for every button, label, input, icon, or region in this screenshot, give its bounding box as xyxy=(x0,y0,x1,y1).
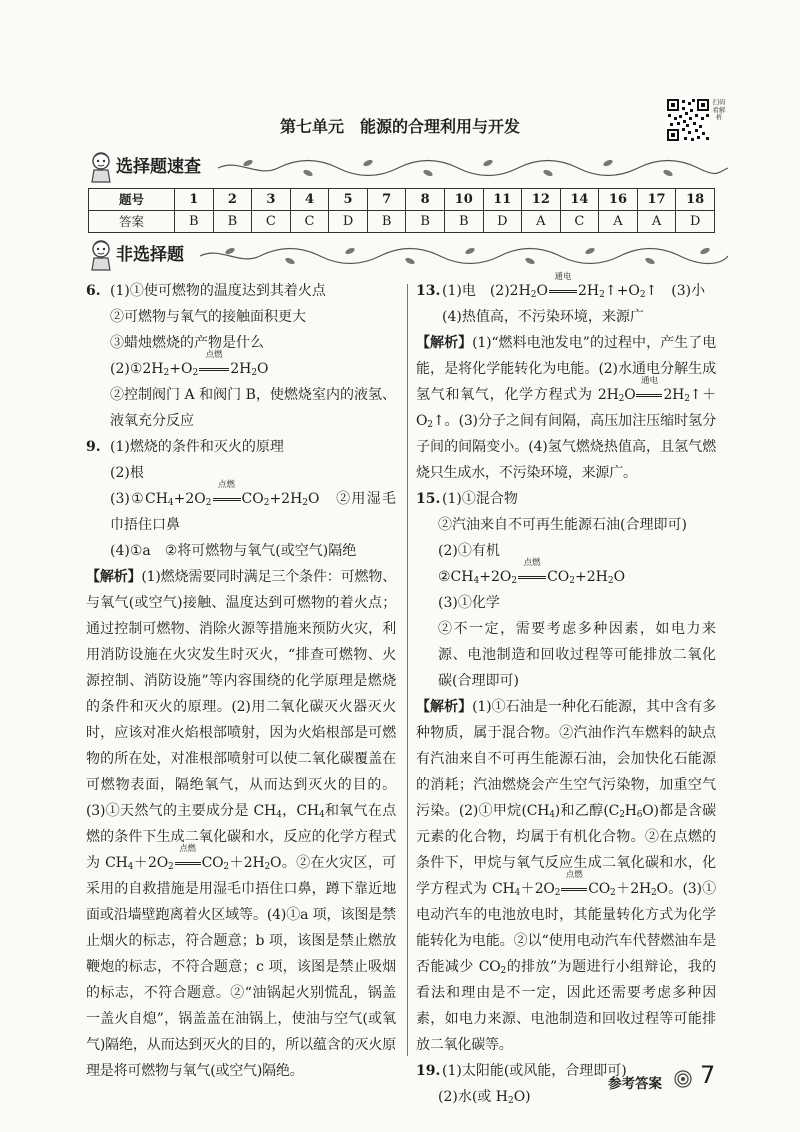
subscript: 2 xyxy=(507,1096,514,1106)
question-13 xyxy=(416,272,716,486)
answer-line: (1)太阳能(或风能，合理即可) xyxy=(442,1063,627,1079)
analysis-paragraph xyxy=(416,330,716,486)
table-cell: 14 xyxy=(560,189,599,211)
equation-text: 2H xyxy=(230,361,252,377)
page-number: 7 xyxy=(700,1061,716,1089)
subscript: 2 xyxy=(500,966,507,976)
subscript: 4 xyxy=(514,888,521,898)
equation-text: +2H xyxy=(269,491,303,507)
answer-line: ③蜡烛燃烧的产物是什么 xyxy=(110,335,264,351)
question-19 xyxy=(416,1058,716,1110)
subscript: 4 xyxy=(276,810,282,820)
question-9 xyxy=(86,434,396,1084)
choice-section-title: 选择题速查 xyxy=(116,157,201,177)
subscript: 2 xyxy=(163,368,170,378)
analysis-text: CO xyxy=(588,881,611,897)
reaction-condition xyxy=(517,558,547,590)
analysis-label: 【解析】 xyxy=(86,569,142,585)
analysis-text: O。(3)①电动汽车的电池放电时，其能量转化方式为化学能转化为电能。②以“使用电动汽车代替燃油车是否能减少 CO xyxy=(416,881,716,975)
equation-text: CO xyxy=(547,569,570,585)
answer-text: (2)水(或 H xyxy=(438,1089,508,1105)
table-cell: D xyxy=(483,211,522,233)
table-cell: C xyxy=(560,211,599,233)
answer-line: (4)①a ②将可燃物与氧气(或空气)隔绝 xyxy=(110,543,357,559)
condition-label: 点燃 xyxy=(217,480,235,490)
condition-label: 点燃 xyxy=(523,558,541,568)
condition-label: 通电 xyxy=(554,272,572,282)
table-cell: B xyxy=(406,211,445,233)
subscript: 2 xyxy=(192,368,199,378)
equation-line xyxy=(420,272,716,304)
row-header-number: 题号 xyxy=(89,189,175,211)
question-number: 6. xyxy=(86,283,101,299)
analysis-text: 2H xyxy=(663,387,685,403)
answer-line: (1)燃烧的条件和灭火的原理 xyxy=(110,439,284,455)
analysis-text: ↑＋O xyxy=(416,387,716,429)
table-cell: D xyxy=(329,211,368,233)
answer-table-number-row xyxy=(89,189,715,211)
nonchoice-section-header xyxy=(88,238,728,274)
subscript: 4 xyxy=(167,498,174,508)
subscript: 2 xyxy=(302,498,309,508)
answer-line: (3)①化学 xyxy=(438,595,500,611)
subscript: 2 xyxy=(619,810,625,820)
condition-label: 点燃 xyxy=(205,350,223,360)
equation-text: CO xyxy=(241,491,264,507)
table-cell: 4 xyxy=(290,189,329,211)
analysis-text: (1)“燃料电池发电”的过程中，产生了电能，是将化学能转化为电能。(2)水通电分解生成氢气和氧气，化学方程式为 2H xyxy=(416,335,716,403)
analysis-text: 和氧气在点燃的条件下生成二氧化碳和水，反应的化学方程式为 CH xyxy=(86,803,396,871)
analysis-label: 【解析】 xyxy=(416,699,473,715)
reaction-condition xyxy=(560,870,588,902)
subscript: 2 xyxy=(650,888,657,898)
subscript: 2 xyxy=(618,394,625,404)
table-cell: C xyxy=(290,211,329,233)
answer-line: ②不一定，需要考虑多种因素，如电力来源、电池制造和回收过程等可能排放二氧化碳(合理即可) xyxy=(438,621,716,689)
vine-divider-icon xyxy=(218,154,728,182)
mascot-icon xyxy=(88,150,114,184)
table-cell: 17 xyxy=(637,189,676,211)
condition-label: 点燃 xyxy=(565,870,583,880)
nonchoice-section-title: 非选择题 xyxy=(116,245,184,265)
answer-line: ②控制阀门 A 和阀门 B，使燃烧室内的液氢、液氧充分反应 xyxy=(110,387,396,429)
answer-line: ②汽油来自不可再生能源石油(合理即可) xyxy=(438,517,687,533)
table-cell: 7 xyxy=(367,189,406,211)
answer-table-answer-row xyxy=(89,211,715,233)
table-cell: A xyxy=(522,211,561,233)
answer-line: ②可燃物与氧气的接触面积更大 xyxy=(110,309,306,325)
table-cell: 10 xyxy=(444,189,483,211)
qr-code-icon[interactable] xyxy=(666,98,710,142)
table-cell: 3 xyxy=(252,189,291,211)
reaction-condition xyxy=(198,350,230,382)
analysis-text: (1)燃烧需要同时满足三个条件：可燃物、与氧气(或空气)接触、温度达到可燃物的着火点；通过控制可燃物、消除火源等措施来预防火灾，利用消防设施在火灾发生时灭火，“排查可燃物、火源控制、消防设施”等内容围绕的化学原理是燃烧的条件和灭火的原理。(2)用二氧化碳灭火器灭火时，应该对准火焰根部喷射，因为火焰根部是可燃物的所在处，对准根部喷射可以使二氧化碳覆盖在可燃物表面，隔绝氧气，从而达到灭火的目的。(3)①天然气的主要成分是 CH xyxy=(86,569,396,819)
subscript: 2 xyxy=(639,290,646,300)
table-cell: 18 xyxy=(676,189,715,211)
table-cell: D xyxy=(676,211,715,233)
analysis-paragraph xyxy=(86,564,396,1084)
subscript: 6 xyxy=(636,810,643,820)
analysis-text: CO xyxy=(201,855,224,871)
analysis-label: 【解析】 xyxy=(416,335,473,351)
analysis-text: ↑。(3)分子之间有间隔，高压加注压缩时氢分子间的间隔变小。(4)氢气燃烧热值高，且氢气燃烧只生成水，不污染环境，来源广。 xyxy=(416,413,716,481)
question-6 xyxy=(86,278,396,434)
equation-line xyxy=(420,558,716,590)
equation-text: 2H xyxy=(578,283,600,299)
condition-label: 通电 xyxy=(641,376,658,386)
subscript: 4 xyxy=(127,862,134,872)
analysis-paragraph xyxy=(416,694,716,1058)
analysis-text: ＋2H xyxy=(615,881,651,897)
subscript: 2 xyxy=(610,888,616,898)
analysis-text: O)都是含碳元素的化合物，均属于有机化合物。②在点燃的条件下，甲烷与氧气反应生成二氧化碳和水，化学方程式为 CH xyxy=(416,803,716,897)
table-cell: B xyxy=(175,211,214,233)
table-cell: A xyxy=(599,211,638,233)
equation-text: O xyxy=(257,361,269,377)
page-title: 第七单元 能源的合理利用与开发 xyxy=(279,117,520,136)
subscript: 2 xyxy=(168,862,174,872)
table-cell: B xyxy=(367,211,406,233)
subscript: 2 xyxy=(607,576,614,586)
question-number: 15. xyxy=(416,491,441,507)
table-cell: 1 xyxy=(175,189,214,211)
equation-text: (3)①CH xyxy=(110,491,168,507)
subscript: 4 xyxy=(318,810,325,820)
question-number: 13. xyxy=(416,283,441,299)
reaction-condition xyxy=(548,272,578,304)
equation-text: +2O xyxy=(479,569,512,585)
vine-divider-icon xyxy=(200,242,728,270)
analysis-text: ＋2O xyxy=(133,855,169,871)
table-cell: 11 xyxy=(483,189,522,211)
equation-line xyxy=(92,480,396,538)
subscript: 2 xyxy=(205,498,212,508)
equation-text: ↑+O xyxy=(604,283,640,299)
subscript: 2 xyxy=(427,420,433,430)
equation-text: O xyxy=(536,283,548,299)
answer-line: (1)①混合物 xyxy=(442,491,518,507)
subscript: 2 xyxy=(569,576,576,586)
table-cell: B xyxy=(213,211,252,233)
analysis-text: ＋2O xyxy=(520,881,555,897)
table-cell: B xyxy=(444,211,483,233)
analysis-text: 的排放”为题进行小组辩论，我的看法和理由是不一定，因此还需要考虑多种因素，如电力来源、电池制造和回收过程等可能排放二氧化碳等。 xyxy=(416,959,716,1053)
equation-text: +O xyxy=(169,361,193,377)
condition-label: 点燃 xyxy=(179,844,196,854)
column-divider xyxy=(407,284,408,1056)
row-header-answer: 答案 xyxy=(89,211,175,233)
subscript: 2 xyxy=(511,576,518,586)
equation-text: O ②用湿毛巾捂住口鼻 xyxy=(110,491,396,533)
footer-label: 参考答案 xyxy=(608,1076,662,1092)
table-cell: 5 xyxy=(329,189,368,211)
table-cell: 12 xyxy=(522,189,561,211)
answer-table xyxy=(88,188,715,233)
equation-text: +2H xyxy=(575,569,608,585)
analysis-text: H xyxy=(624,803,637,819)
right-column xyxy=(416,272,716,1110)
table-cell: 8 xyxy=(406,189,445,211)
answer-line: (2)根 xyxy=(110,465,144,481)
answer-text: O) xyxy=(513,1089,531,1105)
equation-text: (2)①2H xyxy=(110,361,164,377)
subscript: 2 xyxy=(530,290,537,300)
subscript: 4 xyxy=(549,810,555,820)
equation-line xyxy=(92,350,396,382)
analysis-text: ＋2H xyxy=(228,855,265,871)
left-column xyxy=(86,278,396,1084)
equation-text: ↑ (3)小 xyxy=(645,283,706,299)
reaction-condition xyxy=(635,376,663,408)
subscript: 4 xyxy=(473,576,480,586)
analysis-text: O xyxy=(624,387,636,403)
subscript: 2 xyxy=(223,862,229,872)
flower-logo-icon xyxy=(674,1070,692,1088)
equation-text: ②CH xyxy=(438,569,474,585)
subscript: 2 xyxy=(684,394,690,404)
equation-text: O xyxy=(613,569,626,585)
subscript: 2 xyxy=(263,498,270,508)
mascot-icon xyxy=(88,238,114,272)
analysis-text: )和乙醇(C xyxy=(554,803,620,819)
subscript: 2 xyxy=(251,368,258,378)
answer-line xyxy=(420,1084,716,1110)
subscript: 2 xyxy=(264,862,271,872)
answer-line: (4)热值高，不污染环境，来源广 xyxy=(442,309,644,325)
table-cell: 2 xyxy=(213,189,252,211)
choice-section-header xyxy=(88,150,728,186)
qr-caption: 扫码看解析 xyxy=(712,98,726,121)
question-number: 9. xyxy=(86,439,101,455)
table-cell: 16 xyxy=(599,189,638,211)
reaction-condition xyxy=(174,844,202,876)
reaction-condition xyxy=(212,480,242,512)
equation-text: (1)电 (2)2H xyxy=(442,283,531,299)
analysis-text: O。②在火灾区，可采用的自救措施是用湿毛巾捂住口鼻，蹲下靠近地面或沿墙壁跑离着火区域等。(4)①a 项，该图是禁止烟火的标志，符合题意；b 项，该图是禁止燃放鞭炮的标志，不符合题意；c 项，该图是禁止吸烟的标志，不符合题意。②“油锅起火别慌乱，锅盖一盖火自熄”，锅盖盖在油锅上，使油与空气(或氧气)隔绝，从而达到灭火的目的，所以蕴含的灭火原理是将可燃物与氧气(或空气)隔绝。 xyxy=(86,855,396,1079)
answer-line: (2)①有机 xyxy=(438,543,500,559)
question-15 xyxy=(416,486,716,1058)
subscript: 2 xyxy=(554,888,561,898)
analysis-text: (1)①石油是一种化石能源，其中含有多种物质，属于混合物。②汽油作汽车燃料的缺点有汽油来自不可再生能源石油，会加快化石能源的消耗；汽油燃烧会产生空气污染物，加重空气污染。(2)①甲烷(CH xyxy=(416,699,716,819)
table-cell: A xyxy=(637,211,676,233)
subscript: 2 xyxy=(599,290,605,300)
analysis-text: ，CH xyxy=(281,803,319,819)
equation-text: +2O xyxy=(173,491,206,507)
answer-line: (1)①使可燃物的温度达到其着火点 xyxy=(110,283,326,299)
question-number: 19. xyxy=(416,1063,441,1079)
table-cell: C xyxy=(252,211,291,233)
